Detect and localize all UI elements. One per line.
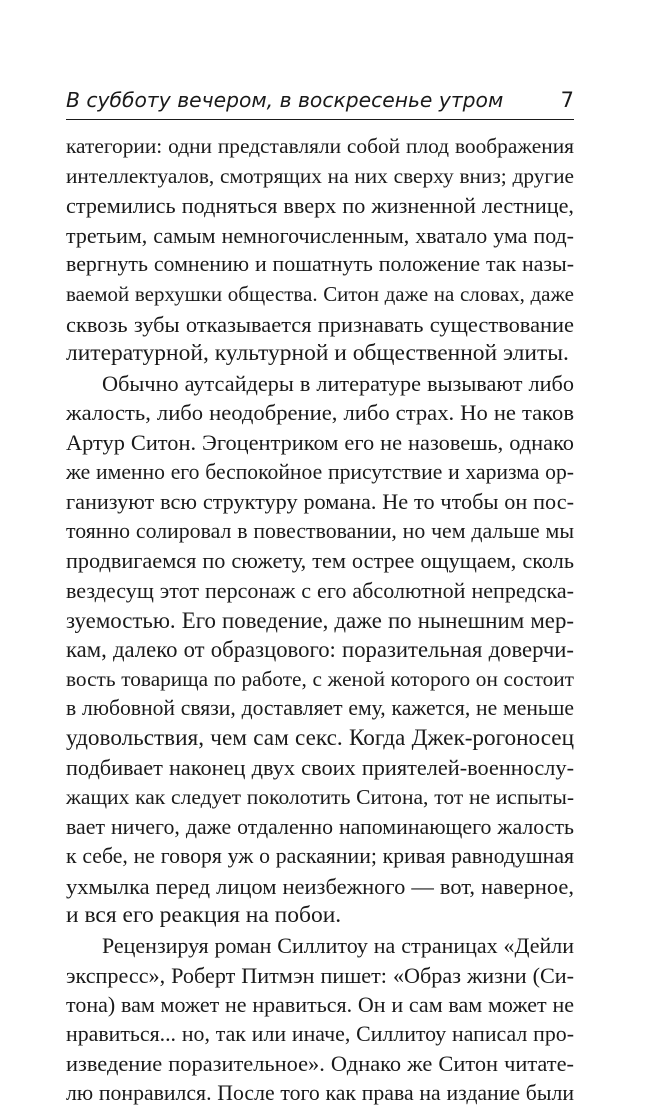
text-line: тоянно солировал в повествовании, но чем дальше мы	[66, 518, 574, 543]
text-line: ваемой верхушки общества. Ситон даже на словах, даже	[66, 281, 574, 306]
text-line: вергнуть сомнению и пошатнуть положение так назы-	[66, 252, 574, 277]
running-head	[66, 86, 574, 118]
text-line: подбивает наконец двух своих приятелей-военнослу-	[66, 755, 574, 781]
paragraph-3	[66, 931, 574, 1109]
text-line: вает ничего, даже отдаленно напоминающего жалость	[66, 814, 574, 839]
text-line: категории: одни представляли собой плод воображения	[66, 134, 574, 158]
text-line: жалость, либо неодобрение, либо страх. Но не таков	[66, 400, 574, 426]
text-line: изведение поразительное». Однако же Ситон читате-	[66, 1051, 574, 1077]
text-line: Обычно аутсайдеры в литературе вызывают либо	[102, 370, 574, 396]
page-number: 7	[560, 88, 574, 112]
running-title: В субботу вечером, в воскресенье утром	[66, 88, 504, 112]
text-line: литературной, культурной и общественной элиты.	[66, 340, 569, 367]
text-line: продвигаемся по сюжету, тем острее ощущаем, сколь	[66, 548, 574, 574]
text-line: вездесущ этот персонаж с его абсолютной непредска-	[66, 577, 574, 603]
text-line: в любовной связи, доставляет ему, кажется, не меньше	[66, 696, 574, 721]
text-line: экспресс», Роберт Питмэн пишет: «Образ жизни (Си-	[66, 962, 574, 988]
paragraph-2	[66, 369, 574, 931]
text-line: жащих как следует поколотить Ситона, тот не испыты-	[66, 785, 574, 810]
text-line: интеллектуалов, смотрящих на них сверху вниз; другие	[66, 163, 574, 188]
text-line: сквозь зубы отказывается признавать существование	[66, 311, 574, 337]
text-line: тона) вам может не нравиться. Он и сам вам может не	[66, 992, 574, 1018]
text-line: кам, далеко от образцового: поразительная доверчи-	[66, 637, 574, 663]
text-line: нравиться... но, так или иначе, Силлитоу написал про-	[66, 1021, 574, 1046]
page-body	[66, 132, 574, 1109]
text-line: третьим, самым немногочисленным, хватало ума под-	[66, 222, 574, 248]
text-line: ухмылка перед лицом неизбежного — вот, наверное,	[66, 873, 574, 899]
text-line: лю понравился. После того как права на издание были	[66, 1081, 574, 1105]
text-line: стремились подняться вверх по жизненной лестнице,	[66, 193, 574, 219]
text-line: зуемостью. Его поведение, даже по нынешним мер-	[66, 607, 574, 633]
text-line: и вся его реакция на побои.	[66, 902, 342, 929]
header-rule	[66, 119, 574, 120]
text-line: удовольствия, чем сам секс. Когда Джек-рогоносец	[66, 724, 574, 751]
paragraph-1	[66, 132, 574, 369]
text-line: же именно его беспокойное присутствие и харизма ор-	[66, 459, 574, 484]
text-line: вость товарища по работе, с женой которого он состоит	[66, 666, 574, 691]
text-line: ганизуют всю структуру романа. Не то чтобы он пос-	[66, 489, 574, 515]
text-line: Рецензируя роман Силлитоу на страницах «Дейли	[102, 933, 574, 959]
text-line: Артур Ситон. Эгоцентриком его не назовешь, однако	[66, 429, 574, 455]
text-line: к себе, не говоря уж о раскаянии; кривая равнодушная	[66, 844, 574, 869]
